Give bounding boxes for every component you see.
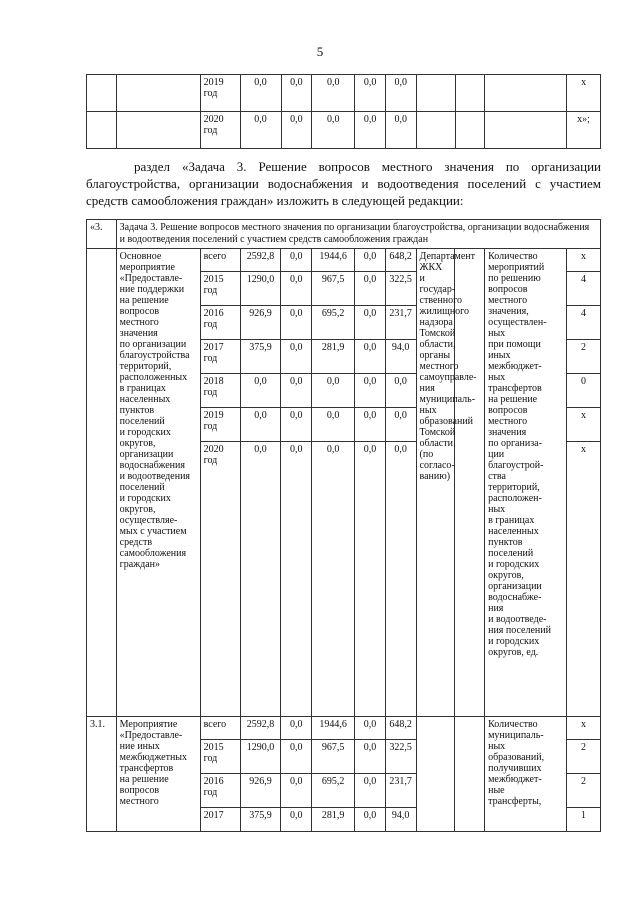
federal-cell: 0,0 [281, 249, 312, 272]
local-cell: 0,0 [355, 408, 386, 442]
executor-cell [416, 75, 455, 112]
year-cell: 2019 год [200, 75, 240, 112]
empty-cell [455, 249, 485, 717]
task-title: Задача 3. Решение вопросов местного значения по организации благоустройства, организации водоснабжения и водоотведения поселений с участием средств самообложения граждан [116, 220, 600, 249]
value-cell: 0,0 [385, 112, 416, 149]
local-cell: 0,0 [355, 808, 386, 832]
target-value-cell: х [566, 408, 600, 442]
year-cell: 2019 год [200, 408, 240, 442]
target-value-cell: 4 [566, 272, 600, 306]
regional-cell: 1944,6 [312, 717, 355, 740]
extra-cell: 231,7 [385, 306, 416, 340]
year-cell: 2017 год [200, 340, 240, 374]
table-row [87, 717, 601, 740]
num-cell [87, 75, 117, 112]
target-value-cell: х [566, 249, 600, 272]
federal-cell: 0,0 [281, 408, 312, 442]
extra-cell: 231,7 [385, 774, 416, 808]
indicator-cell [485, 75, 567, 112]
indicator-cell: Количество муниципаль- ных образований, получивших межбюджет- ные трансферты, [485, 717, 567, 832]
target-value-cell: 1 [566, 808, 600, 832]
federal-cell: 0,0 [281, 717, 312, 740]
total-cell: 0,0 [240, 408, 281, 442]
executor-cell [416, 112, 455, 149]
table-row [87, 112, 601, 149]
total-cell: 1290,0 [240, 272, 281, 306]
local-cell: 0,0 [355, 740, 386, 774]
executor-cell: Департамент ЖКХ и государ- ственного жилищного надзора Томской области, органы местного самоуправле- ния муниципаль- ных образований Томской области (по согласо- ванию) [416, 249, 455, 717]
local-cell: 0,0 [355, 340, 386, 374]
value-cell: 0,0 [281, 112, 312, 149]
extra-cell: 0,0 [385, 374, 416, 408]
extra-cell: 322,5 [385, 272, 416, 306]
regional-cell: 281,9 [312, 808, 355, 832]
empty-cell [455, 75, 485, 112]
extra-cell: 648,2 [385, 717, 416, 740]
name-cell [116, 112, 200, 149]
local-cell: 0,0 [355, 374, 386, 408]
extra-cell: 0,0 [385, 408, 416, 442]
local-cell: 0,0 [355, 306, 386, 340]
federal-cell: 0,0 [281, 808, 312, 832]
target-value-cell: 4 [566, 306, 600, 340]
total-cell: 1290,0 [240, 740, 281, 774]
regional-cell: 0,0 [312, 442, 355, 717]
year-cell: 2015 год [200, 740, 240, 774]
federal-cell: 0,0 [281, 340, 312, 374]
federal-cell: 0,0 [281, 442, 312, 717]
regional-cell: 967,5 [312, 740, 355, 774]
year-cell: 2020 год [200, 442, 240, 717]
regional-cell: 967,5 [312, 272, 355, 306]
target-value-cell: х [566, 442, 600, 717]
name-cell [116, 75, 200, 112]
value-cell: 0,0 [312, 112, 355, 149]
value-cell: 0,0 [240, 112, 281, 149]
regional-cell: 281,9 [312, 340, 355, 374]
page-number: 5 [316, 44, 324, 59]
executor-cell [416, 717, 455, 832]
total-cell: 0,0 [240, 442, 281, 717]
total-cell: 0,0 [240, 374, 281, 408]
year-cell: 2018 год [200, 374, 240, 408]
target-value-cell: х»; [567, 112, 601, 149]
local-cell: 0,0 [355, 774, 386, 808]
task-header-row [87, 220, 601, 249]
table-row [87, 249, 601, 272]
value-cell: 0,0 [240, 75, 281, 112]
year-cell: 2015 год [200, 272, 240, 306]
federal-cell: 0,0 [281, 306, 312, 340]
value-cell: 0,0 [385, 75, 416, 112]
regional-cell: 1944,6 [312, 249, 355, 272]
section-paragraph [86, 158, 601, 209]
extra-cell: 94,0 [385, 340, 416, 374]
year-cell: 2017 [200, 808, 240, 832]
total-cell: 375,9 [240, 808, 281, 832]
federal-cell: 0,0 [281, 272, 312, 306]
target-value-cell: х [566, 717, 600, 740]
total-cell: 2592,8 [240, 717, 281, 740]
empty-cell [455, 112, 485, 149]
indicator-cell: Количество мероприятий по решению вопросов местного значения, осуществлен- ных при помощи иных межбюджет- ных трансфертов на решение вопросов местного значения по организа- ции благоустрой- ства территорий, расположен- ных в границах населенных пунктов поселений и городских округов, организации водоснабже- ния и водоотведе- ния поселений и городских округов, ед. [485, 249, 567, 717]
item-number: 3.1. [87, 717, 117, 832]
extra-cell: 0,0 [385, 442, 416, 717]
regional-cell: 695,2 [312, 774, 355, 808]
total-cell: 926,9 [240, 306, 281, 340]
federal-cell: 0,0 [281, 374, 312, 408]
local-cell: 0,0 [355, 717, 386, 740]
extra-cell: 648,2 [385, 249, 416, 272]
empty-cell [455, 717, 485, 832]
main-table [86, 219, 601, 832]
target-value-cell: 2 [566, 340, 600, 374]
extra-cell: 322,5 [385, 740, 416, 774]
target-value-cell: х [567, 75, 601, 112]
item-number [87, 249, 117, 717]
target-value-cell: 2 [566, 774, 600, 808]
year-cell: 2016 год [200, 306, 240, 340]
regional-cell: 0,0 [312, 374, 355, 408]
top-table [86, 74, 601, 149]
local-cell: 0,0 [355, 272, 386, 306]
extra-cell: 94,0 [385, 808, 416, 832]
local-cell: 0,0 [355, 249, 386, 272]
value-cell: 0,0 [281, 75, 312, 112]
table-row [87, 75, 601, 112]
target-value-cell: 0 [566, 374, 600, 408]
total-cell: 2592,8 [240, 249, 281, 272]
paragraph-text: раздел «Задача 3. Решение вопросов местного значения по организации благоустройства, организации водоснабжения и водоотведения поселений с участием средств самообложения граждан» изложить в следующей редакции: [86, 159, 601, 208]
federal-cell: 0,0 [281, 774, 312, 808]
year-cell: 2020 год [200, 112, 240, 149]
year-cell: всего [200, 249, 240, 272]
year-cell: всего [200, 717, 240, 740]
year-cell: 2016 год [200, 774, 240, 808]
regional-cell: 695,2 [312, 306, 355, 340]
total-cell: 926,9 [240, 774, 281, 808]
num-cell [87, 112, 117, 149]
target-value-cell: 2 [566, 740, 600, 774]
local-cell: 0,0 [355, 442, 386, 717]
federal-cell: 0,0 [281, 740, 312, 774]
value-cell: 0,0 [355, 112, 386, 149]
value-cell: 0,0 [355, 75, 386, 112]
item-name: Мероприятие «Предоставле- ние иных межбюджетных трансфертов на решение вопросов местного [116, 717, 200, 832]
item-name: Основное мероприятие «Предоставле- ние поддержки на решение вопросов местного значения по организации благоустройства территорий, расположенных в границах населенных пунктов поселений и городских округов, организации водоснабжения и водоотведения поселений и городских округов, осуществляе- мых с участием средств самообложения граждан» [116, 249, 200, 717]
value-cell: 0,0 [312, 75, 355, 112]
indicator-cell [485, 112, 567, 149]
regional-cell: 0,0 [312, 408, 355, 442]
task-number: «3. [87, 220, 117, 249]
total-cell: 375,9 [240, 340, 281, 374]
